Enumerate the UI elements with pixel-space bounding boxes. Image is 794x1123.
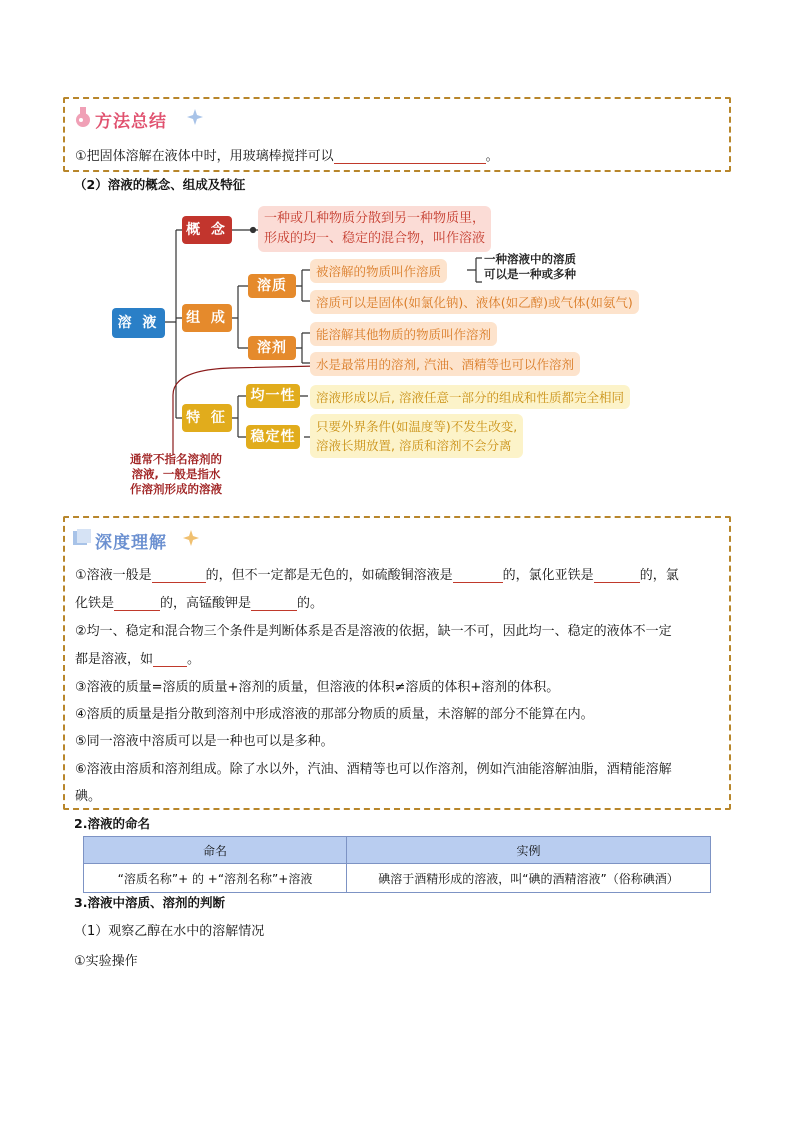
concept-definition	[258, 206, 491, 252]
solute-node: 溶质	[248, 274, 296, 298]
deep-item-1-line1	[75, 564, 679, 583]
method-summary-box	[63, 97, 731, 172]
solvent-node: 溶剂	[248, 336, 296, 360]
solute-side-note	[484, 252, 576, 282]
solvent-examples: 水是最常用的溶剂, 汽油、酒精等也可以作溶剂	[310, 352, 580, 376]
deep-item-2-line2	[75, 648, 200, 667]
sparkle-icon	[187, 109, 203, 125]
section-2-heading: （2）溶液的概念、组成及特征	[74, 177, 246, 192]
deep-item-1-text: 的，高锰酸钾是	[160, 596, 252, 611]
notebook-icon	[71, 527, 95, 549]
default-solvent-note	[114, 452, 238, 497]
feature-node: 特 征	[182, 404, 232, 432]
answer-blank[interactable]	[152, 568, 206, 583]
solute-definition: 被溶解的物质叫作溶质	[310, 259, 447, 283]
table-row	[84, 864, 711, 893]
default-solvent-note-line1: 通常不指名溶剂的	[130, 452, 222, 466]
solute-side-note-line2: 可以是一种或多种	[484, 267, 576, 281]
flask-icon	[71, 105, 95, 129]
answer-blank[interactable]	[453, 568, 503, 583]
naming-table	[83, 836, 711, 893]
deep-item-6-line1: ⑥溶液由溶质和溶剂组成。除了水以外，汽油、酒精等也可以作溶剂，例如汽油能溶解油脂，酒精能溶解	[75, 762, 672, 777]
deep-understanding-title: 深度理解	[95, 533, 167, 553]
method-line-prefix: ①把固体溶解在液体中时，用玻璃棒搅拌可以	[75, 149, 334, 164]
deep-understanding-badge	[71, 526, 201, 553]
uniformity-description: 溶液形成以后, 溶液任意一部分的组成和性质都完全相同	[310, 385, 630, 409]
solution-mindmap	[0, 200, 794, 510]
answer-blank[interactable]	[153, 652, 187, 667]
stability-description-line1: 只要外界条件(如温度等)不发生改变,	[316, 419, 518, 434]
subsection-1-heading: （1）观察乙醇在水中的溶解情况	[74, 924, 265, 939]
solute-side-note-line1: 一种溶液中的溶质	[484, 252, 576, 266]
deep-item-4: ④溶质的质量是指分散到溶剂中形成溶液的那部分物质的质量，未溶解的部分不能算在内。	[75, 707, 594, 722]
table-header-naming: 命名	[84, 837, 347, 864]
deep-item-2-line1: ②均一、稳定和混合物三个条件是判断体系是否是溶液的依据，缺一不可，因此均一、稳定的液体不一定	[75, 624, 672, 639]
section-naming-heading: 2.溶液的命名	[74, 816, 150, 831]
answer-blank[interactable]	[114, 596, 160, 611]
composition-node: 组 成	[182, 304, 232, 332]
deep-understanding-box	[63, 516, 731, 810]
table-cell-example: 碘溶于酒精形成的溶液，叫“碘的酒精溶液”（俗称碘酒）	[347, 864, 711, 893]
deep-item-6-line2: 碘。	[75, 789, 102, 804]
method-line-suffix: 。	[485, 149, 499, 164]
table-cell-naming-rule: “溶质名称”+ 的 +“溶剂名称”+溶液	[84, 864, 347, 893]
table-header-example: 实例	[347, 837, 711, 864]
deep-item-1-line2	[75, 592, 323, 611]
solute-examples: 溶质可以是固体(如氯化钠)、液体(如乙醇)或气体(如氨气)	[310, 290, 639, 314]
uniformity-node: 均一性	[246, 384, 300, 408]
method-summary-line	[75, 145, 499, 164]
deep-item-1-text: ①溶液一般是	[75, 568, 152, 583]
deep-item-2-text: 。	[187, 652, 201, 667]
stability-description	[310, 414, 523, 458]
answer-blank[interactable]	[594, 568, 640, 583]
deep-item-1-text: 的。	[297, 596, 324, 611]
method-summary-title: 方法总结	[95, 112, 167, 132]
root-node: 溶 液	[112, 308, 165, 338]
deep-item-5: ⑤同一溶液中溶质可以是一种也可以是多种。	[75, 734, 334, 749]
sparkle-icon	[183, 530, 199, 546]
section-3-heading: 3.溶液中溶质、溶剂的判断	[74, 895, 225, 910]
deep-item-1-text: 的，但不一定都是无色的，如硫酸铜溶液是	[205, 568, 453, 583]
table-header-row	[84, 837, 711, 864]
stability-node: 稳定性	[246, 425, 300, 449]
default-solvent-note-line2: 溶液, 一般是指水	[131, 467, 221, 481]
solvent-definition: 能溶解其他物质的物质叫作溶剂	[310, 322, 497, 346]
default-solvent-note-line3: 作溶剂形成的溶液	[130, 482, 222, 496]
subsection-1-item: ①实验操作	[74, 954, 138, 969]
answer-blank[interactable]	[334, 149, 486, 164]
deep-item-2-text: 都是溶液，如	[75, 652, 154, 667]
answer-blank[interactable]	[251, 596, 297, 611]
concept-node: 概 念	[182, 216, 232, 244]
deep-item-1-text: 的，氯化亚铁是	[502, 568, 594, 583]
method-summary-badge	[71, 105, 203, 132]
deep-item-1-text: 化铁是	[75, 596, 115, 611]
deep-item-1-text: 的，氯	[639, 568, 679, 583]
concept-definition-line1: 一种或几种物质分散到另一种物质里，	[264, 211, 486, 226]
deep-item-3: ③溶液的质量=溶质的质量+溶剂的质量，但溶液的体积≠溶质的体积+溶剂的体积。	[75, 680, 560, 695]
stability-description-line2: 溶液长期放置, 溶质和溶剂不会分离	[316, 438, 512, 453]
concept-definition-line2: 形成的均一、稳定的混合物，叫作溶液	[264, 231, 486, 246]
